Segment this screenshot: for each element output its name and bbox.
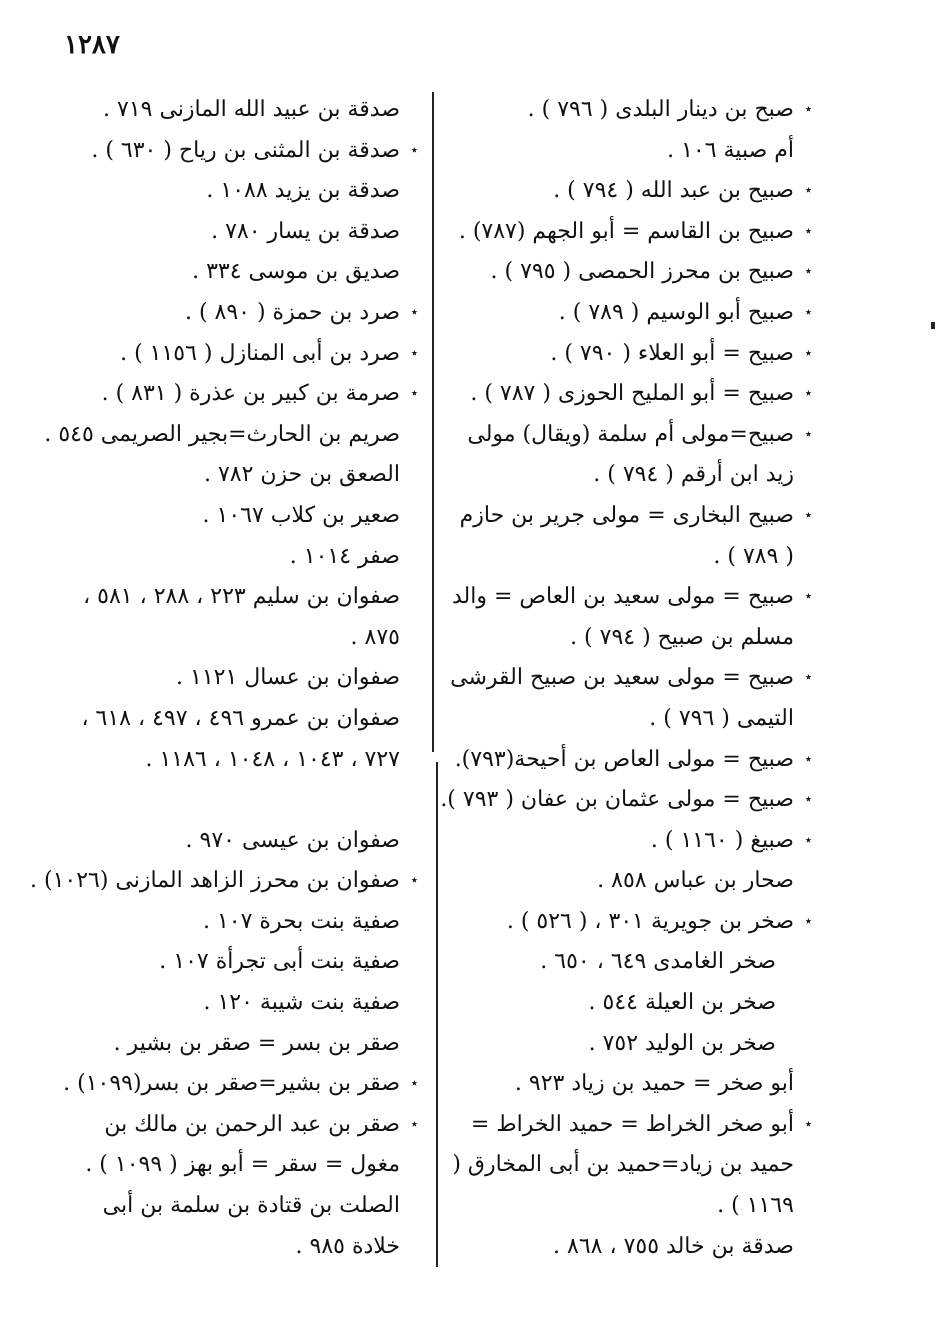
index-entry: صفر ١٠١٤ .: [289, 543, 400, 569]
star-marker-icon: ٭: [804, 751, 812, 767]
index-entry: صخر بن العيلة ٥٤٤ .: [588, 990, 776, 1016]
index-entry: صديق بن موسى ٣٣٤ .: [192, 259, 400, 285]
star-marker-icon: ٭: [804, 589, 812, 605]
index-entry: ٭ صخر بن جويرية ٣٠١ ، ( ٥٢٦ ) .: [450, 902, 812, 943]
star-marker-icon: ٭: [804, 264, 812, 280]
index-entry: ٭ صبح بن دينار البلدى ( ٧٩٦ ) .: [450, 90, 812, 131]
star-marker-icon: ٭: [804, 426, 812, 442]
index-entry: ٭ صبيح البخارى = مولى جرير بن حازم ( ٧٨٩ ) .: [450, 496, 812, 577]
star-marker-icon: ٭: [804, 386, 812, 402]
star-marker-icon: ٭: [410, 345, 418, 361]
index-entry: صقر بن بسر = صقر بن بشير .: [113, 1030, 400, 1056]
index-entry: ٭ صدقة بن المثنى بن رياح ( ٦٣٠ ) .: [64, 131, 418, 172]
star-marker-icon: ٭: [410, 142, 418, 158]
star-marker-icon: ٭: [804, 102, 812, 117]
index-entry: ٭ صبيح = مولى عثمان بن عفان ( ٧٩٣ ).: [450, 780, 812, 821]
index-entry: صدقة بن يزيد ١٠٨٨ .: [206, 178, 400, 204]
index-entry: صفية بنت شيبة ١٢٠ .: [203, 990, 400, 1016]
index-entry: صعير بن كلاب ١٠٦٧ .: [202, 502, 400, 528]
star-marker-icon: ٭: [804, 913, 812, 929]
index-entry: صفية بنت أبى تجرأة ١٠٧ .: [159, 949, 400, 975]
index-entry: ٭ صبيح = أبو المليح الحوزى ( ٧٨٧ ) .: [450, 374, 812, 415]
index-entry: صفية بنت بحرة ١٠٧ .: [202, 908, 400, 934]
star-marker-icon: ٭: [410, 304, 418, 320]
page-number: ١٢٨٧: [64, 30, 120, 60]
index-entry: ٭ صبيح = مولى سعيد بن صبيح القرشى التيمى ( ٧٩٦ ) .: [450, 658, 812, 739]
index-entry: صخر الغامدى ٦٤٩ ، ٦٥٠ .: [540, 949, 776, 975]
star-marker-icon: ٭: [804, 345, 812, 361]
star-marker-icon: ٭: [804, 792, 812, 808]
star-marker-icon: ٭: [410, 1076, 418, 1092]
index-entry: صدقة بن عبيد الله المازنى ٧١٩ .: [103, 97, 400, 122]
index-entry: ٭ صبيح = مولى العاص بن أحيحة(٧٩٣).: [450, 740, 812, 781]
star-marker-icon: ٭: [804, 304, 812, 320]
star-marker-icon: ٭: [804, 1116, 812, 1132]
index-entry: ٭ صبيغ ( ١١٦٠ ) .: [450, 821, 812, 862]
index-entry: ٭ صبيح = مولى سعيد بن العاص = والد مسلم بن صبيح ( ٧٩٤ ) .: [450, 577, 812, 658]
index-entry: ٭ صفوان بن محرز الزاهد المازنى (١٠٢٦) .: [64, 861, 418, 902]
index-entry: صفوان بن سليم ٢٢٣ ، ٢٨٨ ، ٥٨١ ، ٨٧٥ .: [83, 584, 400, 650]
index-entry: ٭ أبو صخر الخراط = حميد الخراط = حميد بن زياد=حميد بن أبى المخارق ( ١١٦٩ ) .: [450, 1105, 812, 1227]
index-entry: ٭ صبيح = أبو العلاء ( ٧٩٠ ) .: [450, 334, 812, 375]
index-entry: ٭ صبيح=مولى أم سلمة (ويقال) مولى زيد ابن أرقم ( ٧٩٤ ) .: [450, 415, 812, 496]
index-entry: أم صبية ١٠٦ .: [667, 137, 794, 163]
index-entry: ٭ صبيح بن عبد الله ( ٧٩٤ ) .: [450, 171, 812, 212]
star-marker-icon: ٭: [410, 873, 418, 889]
margin-mark: [931, 322, 935, 329]
index-entry: ٭ صرد بن حمزة ( ٨٩٠ ) .: [64, 293, 418, 334]
index-entry: ٭ صرمة بن كبير بن عذرة ( ٨٣١ ) .: [64, 374, 418, 415]
index-entry: ٭ صبيح بن القاسم = أبو الجهم (٧٨٧) .: [450, 212, 812, 253]
index-entry: صفوان بن عسال ١١٢١ .: [176, 665, 400, 691]
index-entry: صدقة بن يسار ٧٨٠ .: [211, 218, 400, 244]
index-entry: صخر بن الوليد ٧٥٢ .: [588, 1030, 776, 1056]
star-marker-icon: ٭: [804, 183, 812, 199]
index-entry: صريم بن الحارث=بجير الصريمى ٥٤٥ .: [44, 421, 400, 447]
index-entry: ٭ صرد بن أبى المنازل ( ١١٥٦ ) .: [64, 334, 418, 375]
index-entry: ٭ صقر بن عبد الرحمن بن مالك بن مغول = سقر = أبو بهز ( ١٠٩٩ ) .: [64, 1105, 418, 1186]
star-marker-icon: ٭: [804, 507, 812, 523]
index-entry: ٭ صقر بن بشير=صقر بن بسر(١٠٩٩) .: [64, 1064, 418, 1105]
index-entry: صحار بن عباس ٨٥٨ .: [597, 868, 794, 894]
column-divider-bottom: [436, 762, 438, 1267]
index-entry: أبو صخر = حميد بن زياد ٩٢٣ .: [514, 1071, 794, 1097]
index-entry: الصعق بن حزن ٧٨٢ .: [203, 462, 400, 488]
index-column-right: [440, 90, 812, 1267]
index-entry: صدقة بن خالد ٧٥٥ ، ٨٦٨ .: [553, 1233, 794, 1259]
star-marker-icon: ٭: [410, 386, 418, 402]
index-entry: صفوان بن عيسى ٩٧٠ .: [185, 827, 400, 853]
star-marker-icon: ٭: [804, 670, 812, 686]
star-marker-icon: ٭: [804, 223, 812, 239]
index-entry: الصلت بن قتادة بن سلمة بن أبى خلادة ٩٨٥ .: [102, 1193, 400, 1259]
column-divider-top: [432, 92, 434, 752]
index-entry: ٭ صبيح بن محرز الحمصى ( ٧٩٥ ) .: [450, 252, 812, 293]
index-entry: ٭ صبيح أبو الوسيم ( ٧٨٩ ) .: [450, 293, 812, 334]
star-marker-icon: ٭: [410, 1116, 418, 1132]
index-entry: صفوان بن عمرو ٤٩٦ ، ٤٩٧ ، ٦١٨ ، ٧٢٧ ، ١٠٤٣ ، ١٠٤٨ ، ١١٨٦ .: [81, 705, 400, 772]
index-column-left: [30, 90, 418, 1267]
star-marker-icon: ٭: [804, 832, 812, 848]
